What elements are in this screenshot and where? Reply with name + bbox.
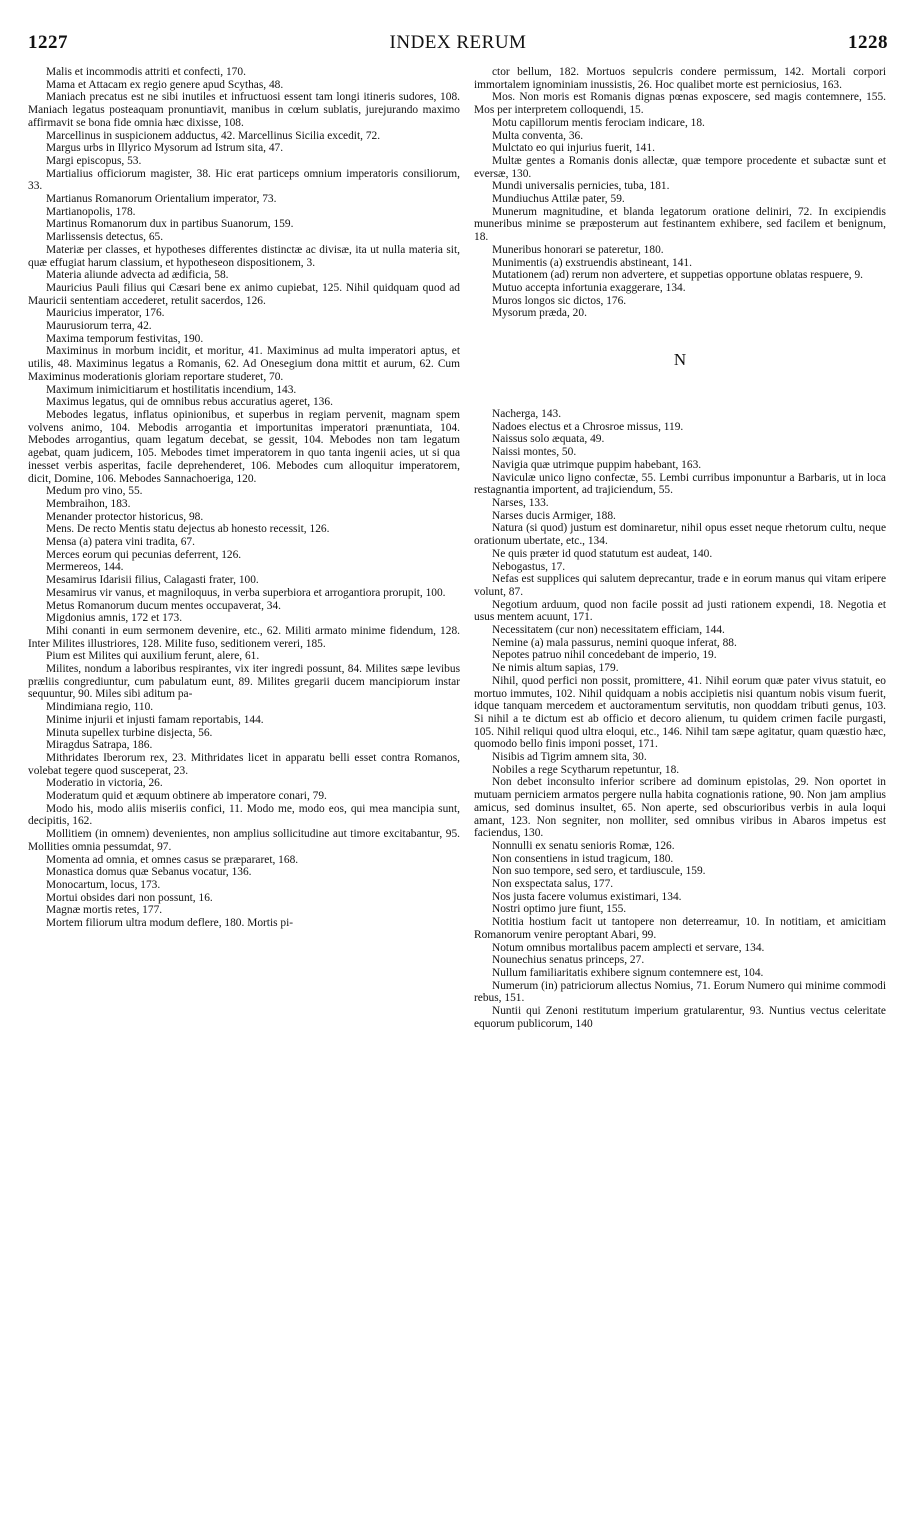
index-entry: Nisibis ad Tigrim amnem sita, 30. (492, 751, 647, 764)
index-entry: Non suo tempore, sed sero, et tardiuscule, 159. (492, 865, 706, 878)
index-entry: Mortem filiorum ultra modum deflere, 180. Mortis pi- (46, 917, 294, 930)
index-entry: Maximus legatus, qui de omnibus rebus accuratius ageret, 136. (46, 396, 333, 409)
index-entry: Maximinus in morbum incidit, et moritur, 41. Maximinus ad multa imperatori aptus, et utilis, 48. Maximinus legatus a Romanis, 62. Ad Onesegium dona mittit et aurum, 62. Cum Maximinus moderationis gloriam reportare studeret, 70. (28, 345, 460, 383)
index-entry: Numerum (in) patriciorum allectus Nomius, 71. Eorum Numero qui minime commodi rebus, 151. (474, 979, 886, 1005)
index-entry: Mithridates Iberorum rex, 23. Mithridates licet in apparatu belli esset contra Romanos, volebat tegere quod susceperat, 23. (28, 751, 460, 777)
index-entry: Mauricius Pauli filius qui Cæsari bene ex animo cupiebat, 125. Nihil quidquam quod ad Mauricii sententiam accederet, retulit sacerdos, 126. (28, 281, 460, 307)
index-entry: Moderatio in victoria, 26. (46, 777, 163, 790)
index-entry: Natura (si quod) justum est dominaretur, nihil opus esset neque rhetorum cultu, neque orationum ubertate, etc., 134. (474, 522, 886, 548)
index-entry: Maniach precatus est ne sibi inutiles et infructuosi essent tam longi itineris sudores, 108. Maniach legatus posteaquam pronuntiavit, manibus in cœlum sublatis, jurejurando maximo affirmavit se bona fide omnia hæc dixisse, 108. (28, 91, 460, 129)
index-entry: Materia aliunde advecta ad ædificia, 58. (46, 269, 229, 282)
index-entry: Mysorum præda, 20. (492, 307, 587, 320)
index-entry: Mens. De recto Mentis statu dejectus ab honesto recessit, 126. (46, 523, 330, 536)
index-entry: Menander protector historicus, 98. (46, 510, 204, 523)
index-entry: Notum omnibus mortalibus pacem amplecti et servare, 134. (492, 941, 765, 954)
index-entry: Martialius officiorum magister, 38. Hic erat particeps omnium imperatoris consiliorum, 33. (28, 167, 460, 193)
index-entry: Nullum familiaritatis exhibere signum contemnere est, 104. (492, 967, 764, 979)
index-entry: Metus Romanorum ducum mentes occupaverat, 34. (46, 599, 282, 612)
page-number-left: 1227 (28, 32, 68, 53)
page-header (28, 32, 888, 58)
index-entry: Mutuo accepta infortunia exaggerare, 134. (492, 281, 686, 294)
index-entry: Martianus Romanorum Orientalium imperator, 73. (46, 193, 277, 206)
index-entry: Nonnulli ex senatu senioris Romæ, 126. (492, 839, 675, 852)
index-entry: Mundiuchus Attilæ pater, 59. (492, 193, 625, 206)
index-entry: Negotium arduum, quod non facile possit ad justi rationem expendi, 18. Negotia et usus mentem acuunt, 171. (474, 598, 886, 624)
running-title: INDEX RERUM (389, 32, 527, 53)
index-entry: Muneribus honorari se pateretur, 180. (492, 243, 664, 256)
index-entry: Monastica domus quæ Sebanus vocatur, 136. (46, 866, 252, 879)
index-entry: Ne nimis altum sapias, 179. (492, 662, 619, 675)
index-entry: Marcellinus in suspicionem adductus, 42. Marcellinus Sicilia excedit, 72. (46, 129, 381, 142)
index-entry: Motu capillorum mentis ferociam indicare, 18. (492, 116, 705, 129)
index-entry: Nos justa facere volumus existimari, 134. (492, 890, 682, 903)
index-entry: Nihil, quod perfici non possit, promittere, 41. Nihil eorum quæ pater vivus statuit, eo mortuo immutes, 102. Nihil quidquam a nobis accipietis nisi quantum nobis visum fuerit, idque tanquam mercedem et auctoramentum servitutis, non quoddam tributi genus, 103. Si nihil a te dictum est ab officio et decoro alienum, tu quidem crimen facile purgasti, 105. Nihil reliqui quod ultra eloqui, etc., 146. Nihil tam sæpe agitatur, quam quæstio hæc, quomodo bello finis imponi posset, 171. (474, 674, 886, 751)
index-entry: Non exspectata salus, 177. (492, 878, 614, 891)
index-entry: Martinus Romanorum dux in partibus Suanorum, 159. (46, 218, 294, 231)
index-entry: Mihi conanti in eum sermonem devenire, etc., 62. Militi armato minime fidendum, 128. Inter Milites illustriores, 128. Milite fuso, seditionem vereri, 185. (28, 624, 460, 650)
index-entry: Muros longos sic dictos, 176. (492, 294, 627, 307)
index-entry: Naissi montes, 50. (492, 446, 577, 459)
index-entry: Necessitatem (cur non) necessitatem efficiam, 144. (492, 624, 725, 637)
index-entry: Modo his, modo aliis miseriis confici, 11. Modo me, modo eos, qui mea mancipia sunt, decipitis, 162. (28, 802, 460, 828)
index-entry: ctor bellum, 182. Mortuos sepulcris condere permissum, 142. Mortali corpori immortalem ignominiam inussistis, 26. Hoc qualibet morte est perniciosius, 163. (474, 66, 886, 91)
index-entry: Narses, 133. (492, 496, 549, 509)
section-letter: N (673, 350, 687, 370)
index-entry: Maximum inimicitiarum et hostilitatis incendium, 143. (46, 383, 297, 396)
index-entry: Miragdus Satrapa, 186. (46, 739, 153, 752)
right-column-m-entries (474, 66, 886, 320)
index-entry: Magnæ mortis retes, 177. (46, 904, 163, 917)
index-entry: Mundi universalis pernicies, tuba, 181. (492, 180, 670, 193)
index-entry: Mesamirus vir vanus, et magniloquus, in verba superbiora et arrogantiora prorupit, 100. (46, 586, 446, 599)
right-column (474, 66, 886, 1031)
index-entry: Nemine (a) mala passurus, nemini quoque inferat, 88. (492, 636, 737, 649)
right-column-n-entries (474, 408, 886, 1030)
index-entry: Nuntii qui Zenoni restitutum imperium gratularentur, 93. Nuntius vectus celeritate equorum publicorum, 140 (474, 1005, 886, 1030)
index-entry: Marlissensis detectus, 65. (46, 231, 164, 244)
index-entry: Nobiles a rege Scytharum repetuntur, 18. (492, 763, 680, 776)
index-entry: Mermereos, 144. (46, 561, 124, 574)
page-number-right: 1228 (848, 32, 888, 53)
index-entry: Nacherga, 143. (492, 408, 562, 421)
index-entry: Notitia hostium facit ut tantopere non deterreamur, 10. In notitiam, et amicitiam Romanorum venire peroptant Abari, 99. (474, 916, 886, 941)
index-entry: Nostri optimo jure fiunt, 155. (492, 903, 627, 916)
index-entry: Maxima temporum festivitas, 190. (46, 332, 204, 345)
index-entry: Multæ gentes a Romanis donis allectæ, quæ tempore procedente et subactæ sunt et eversæ, 130. (474, 154, 886, 180)
index-entry: Mulctato eo qui injurius fuerit, 141. (492, 142, 655, 155)
index-entry: Martianopolis, 178. (46, 205, 136, 218)
index-entry: Minuta supellex turbine disjecta, 56. (46, 726, 213, 739)
index-entry: Mindimiana regio, 110. (46, 701, 154, 714)
index-entry: Mesamirus Idarisii filius, Calagasti frater, 100. (46, 574, 259, 587)
index-entry: Naissus solo æquata, 49. (492, 433, 605, 446)
index-entry: Materiæ per classes, et hypotheses differentes distinctæ ac divisæ, ita ut nulla materia sit, quæ effugiat harum classium, et hypotheseon dispositionem, 3. (28, 243, 460, 269)
index-entry: Mebodes legatus, inflatus opinionibus, et superbus in regiam pervenit, magnam spem volvens animo, 104. Mebodis arrogantia et importunitas imperatori prænuntiata, 104. Mebodes arrogantius, quam legatum decebat, se gessit, 104. Mebodes non tam legatum agebat, quam judicem, 105. Mebodes timet imperatorem in quo tanta ingenii acies, ut si qua inesset verbis asperitas, facile deprehenderet, 106. Mebodes cum alloquitur imperatorem, dicit, Domine, 106. Mebodes Sannachoeriga, 120. (28, 408, 460, 485)
index-entry: Mensa (a) patera vini tradita, 67. (46, 536, 195, 549)
index-entry: Malis et incommodis attriti et confecti, 170. (46, 66, 246, 78)
index-entry: Multa conventa, 36. (492, 129, 584, 142)
index-entry: Mortui obsides dari non possunt, 16. (46, 891, 213, 904)
index-entry: Monocartum, locus, 173. (46, 879, 161, 891)
index-entry: Medum pro vino, 55. (46, 485, 143, 498)
index-entry: Munerum magnitudine, et blanda legatorum oratione deliniri, 72. In excipiendis muneribus minime se præposterum aut festinantem exhibere, sed facilem et benignum, 18. (474, 205, 886, 244)
index-entry: Margus urbs in Illyrico Mysorum ad Istrum sita, 47. (46, 142, 284, 155)
index-entry: Maurusiorum terra, 42. (46, 320, 152, 333)
index-entry: Migdonius amnis, 172 et 173. (46, 612, 183, 625)
index-entry: Mos. Non moris est Romanis dignas pœnas exposcere, sed magis contemnere, 155. Mos per interpretem colloquendi, 15. (474, 91, 886, 117)
index-entry: Navigia quæ utrimque puppim habebant, 163. (492, 458, 702, 471)
index-entry: Membraihon, 183. (46, 497, 131, 510)
index-entry: Mama et Attacam ex regio genere apud Scythas, 48. (46, 78, 284, 91)
index-entry: Merces eorum qui pecunias deferrent, 126. (46, 548, 242, 561)
index-entry: Momenta ad omnia, et omnes casus se præpararet, 168. (46, 853, 299, 866)
index-entry: Pium est Milites qui auxilium ferunt, alere, 61. (46, 650, 260, 663)
index-entry: Mutationem (ad) rerum non advertere, et suppetias opportune oblatas respuere, 9. (492, 269, 864, 282)
index-entry: Nounechius senatus princeps, 27. (492, 954, 645, 967)
index-entry: Mauricius imperator, 176. (46, 307, 165, 320)
index-entry: Naviculæ unico ligno confectæ, 55. Lembi curribus imponuntur a Barbaris, ut in loca restagnantia importent, ad trajiciendum, 55. (474, 471, 886, 497)
index-entry: Non consentiens in istud tragicum, 180. (492, 852, 674, 865)
index-entry: Mollitiem (in omnem) devenientes, non amplius sollicitudine aut timore excitabantur, 95. Mollities omnia pessumdat, 97. (28, 828, 460, 853)
index-entry: Minime injurii et injusti famam reportabis, 144. (46, 713, 264, 726)
index-entry: Ne quis præter id quod statutum est audeat, 140. (492, 547, 713, 560)
index-entry: Milites, nondum a laboribus respirantes, vix iter ingredi possunt, 84. Milites sæpe levibus præliis congrediuntur, cum pabulatum eunt, 89. Milites gregarii ducem mancipiorum instar sequuntur, 90. Miles sibi aditum pa- (28, 663, 460, 701)
left-column (28, 66, 460, 930)
index-entry: Margi episcopus, 53. (46, 154, 142, 167)
index-entry: Narses ducis Armiger, 188. (492, 509, 616, 522)
index-entry: Nefas est supplices qui salutem deprecantur, trade e in eorum manus qui vitam eripere volunt, 87. (474, 573, 886, 598)
index-entry: Munimentis (a) exstruendis abstineant, 141. (492, 256, 692, 269)
index-entry: Moderatum quid et æquum obtinere ab imperatore conari, 79. (46, 790, 327, 803)
index-entry: Nebogastus, 17. (492, 560, 566, 573)
index-entry: Nepotes patruo nihil concedebant de imperio, 19. (492, 649, 717, 662)
index-entry: Non debet inconsulto inferior scribere ad dominum epistolas, 29. Non oportet in mutuam perniciem armatos pergere nulla habita cognationis ratione, 90. Non jam amplius amicus, sed dominus insultet, 65. Non aperte, sed obscurioribus verbis in aula loqui amant, 123. Non segniter, non molliter, sed omnibus viribus in Abaros impetus est faciendus, 130. (474, 776, 886, 840)
index-entry: Nadoes electus et a Chrosroe missus, 119. (492, 420, 684, 433)
